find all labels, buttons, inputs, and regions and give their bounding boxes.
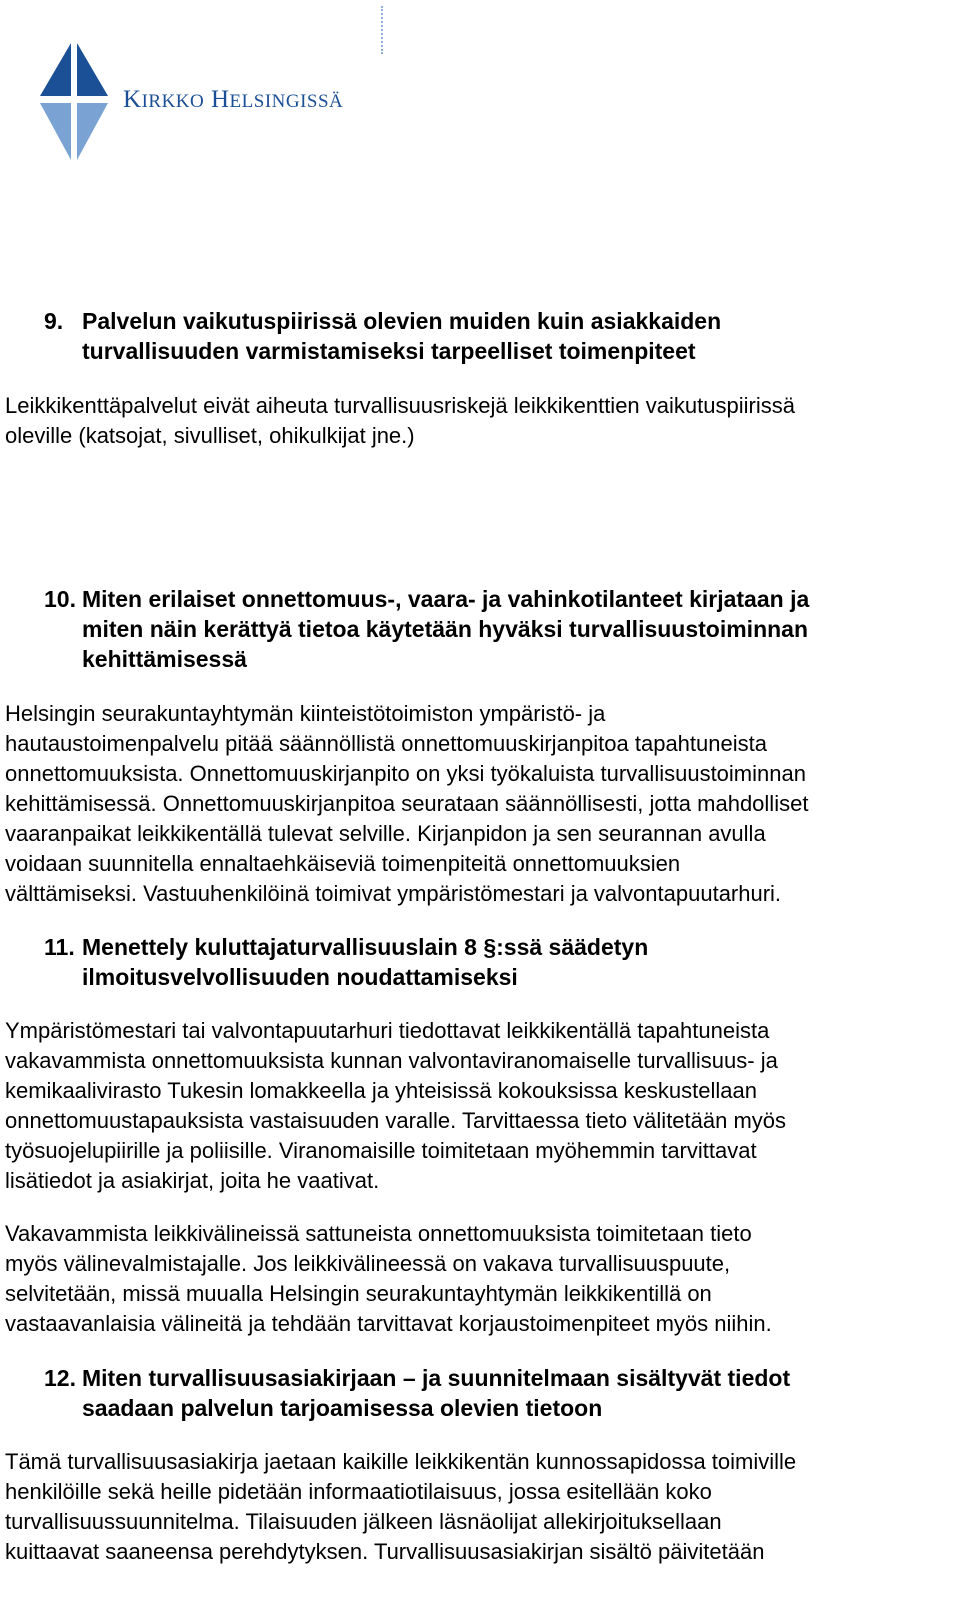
text-line: turvallisuussuunnitelma. Tilaisuuden jälkeen läsnäolijat allekirjoituksellaan bbox=[5, 1509, 722, 1534]
section-number: 11. bbox=[44, 934, 75, 960]
section-number: 9. bbox=[44, 308, 64, 334]
text-line: välttämiseksi. Vastuuhenkilöinä toimivat ympäristömestari ja valvontapuutarhuri. bbox=[5, 881, 782, 906]
text-line: voidaan suunnitella ennaltaehkäiseviä toimenpiteitä onnettomuuksien bbox=[5, 851, 681, 876]
paragraph bbox=[5, 1219, 955, 1339]
text-line: vakavammista onnettomuuksista kunnan valvontaviranomaiselle turvallisuus- ja bbox=[5, 1048, 778, 1073]
logo-wordmark: KIRKKO HELSINGISSÄ bbox=[123, 86, 344, 113]
text-line: hautaustoimenpalvelu pitää säännöllistä onnettomuuskirjanpitoa tapahtuneista bbox=[5, 731, 767, 756]
church-cross-logo-icon bbox=[38, 38, 110, 168]
paragraph bbox=[5, 699, 955, 909]
text-line: selvitetään, missä muualla Helsingin seurakuntayhtymän leikkikentillä on bbox=[5, 1281, 712, 1306]
paragraph bbox=[5, 1016, 955, 1196]
text-line: lisätiedot ja asiakirjat, joita he vaativat. bbox=[5, 1168, 380, 1193]
paragraph bbox=[5, 391, 955, 451]
heading-line: turvallisuuden varmistamiseksi tarpeelliset toimenpiteet bbox=[82, 338, 696, 364]
heading-line: Miten erilaiset onnettomuus-, vaara- ja vahinkotilanteet kirjataan ja bbox=[82, 586, 810, 612]
text-line: vaaranpaikat leikkikentällä tulevat selville. Kirjanpidon ja sen seurannan avulla bbox=[5, 821, 766, 846]
text-line: oleville (katsojat, sivulliset, ohikulkijat jne.) bbox=[5, 423, 415, 448]
text-line: henkilöille sekä heille pidetään informaatiotilaisuus, jossa esitellään koko bbox=[5, 1479, 712, 1504]
text-line: kuittaavat saaneensa perehdytyksen. Turvallisuusasiakirjan sisältö päivitetään bbox=[5, 1539, 765, 1564]
section-heading-10 bbox=[44, 584, 809, 674]
text-line: Helsingin seurakuntayhtymän kiinteistötoimiston ympäristö- ja bbox=[5, 701, 606, 726]
text-line: Ympäristömestari tai valvontapuutarhuri tiedottavat leikkikentällä tapahtuneista bbox=[5, 1018, 770, 1043]
section-heading-9 bbox=[44, 306, 721, 366]
heading-line: ilmoitusvelvollisuuden noudattamiseksi bbox=[82, 964, 518, 990]
decorative-dotted-line bbox=[381, 6, 383, 54]
section-heading-12 bbox=[44, 1363, 790, 1423]
heading-line: Palvelun vaikutuspiirissä olevien muiden kuin asiakkaiden bbox=[82, 308, 722, 334]
text-line: Tämä turvallisuusasiakirja jaetaan kaikille leikkikentän kunnossapidossa toimiville bbox=[5, 1449, 797, 1474]
text-line: kemikaalivirasto Tukesin lomakkeella ja yhteisissä kokouksissa keskustellaan bbox=[5, 1078, 757, 1103]
heading-line: kehittämisessä bbox=[82, 646, 247, 672]
section-number: 10. bbox=[44, 586, 76, 612]
text-line: työsuojelupiirille ja poliisille. Viranomaisille toimitetaan myöhemmin tarvittavat bbox=[5, 1138, 757, 1163]
text-line: vastaavanlaisia välineitä ja tehdään tarvittavat korjaustoimenpiteet myös niihin. bbox=[5, 1311, 772, 1336]
text-line: myös välinevalmistajalle. Jos leikkivälineessä on vakava turvallisuuspuute, bbox=[5, 1251, 731, 1276]
heading-line: Menettely kuluttajaturvallisuuslain 8 §:ssä säädetyn bbox=[82, 934, 649, 960]
text-line: onnettomuustapauksista vastaisuuden varalle. Tarvittaessa tieto välitetään myös bbox=[5, 1108, 787, 1133]
text-line: onnettomuuksista. Onnettomuuskirjanpito on yksi työkaluista turvallisuustoiminnan bbox=[5, 761, 806, 786]
section-heading-11 bbox=[44, 932, 648, 992]
heading-line: saadaan palvelun tarjoamisessa olevien tietoon bbox=[82, 1395, 603, 1421]
section-number: 12. bbox=[44, 1365, 76, 1391]
text-line: Leikkikenttäpalvelut eivät aiheuta turvallisuusriskejä leikkikenttien vaikutuspiirissä bbox=[5, 393, 795, 418]
text-line: Vakavammista leikkivälineissä sattuneista onnettomuuksista toimitetaan tieto bbox=[5, 1221, 752, 1246]
paragraph bbox=[5, 1447, 955, 1567]
heading-line: Miten turvallisuusasiakirjaan – ja suunnitelmaan sisältyvät tiedot bbox=[82, 1365, 791, 1391]
heading-line: miten näin kerättyä tietoa käytetään hyväksi turvallisuustoiminnan bbox=[82, 616, 809, 642]
text-line: kehittämisessä. Onnettomuuskirjanpitoa seurataan säännöllisesti, jotta mahdolliset bbox=[5, 791, 809, 816]
